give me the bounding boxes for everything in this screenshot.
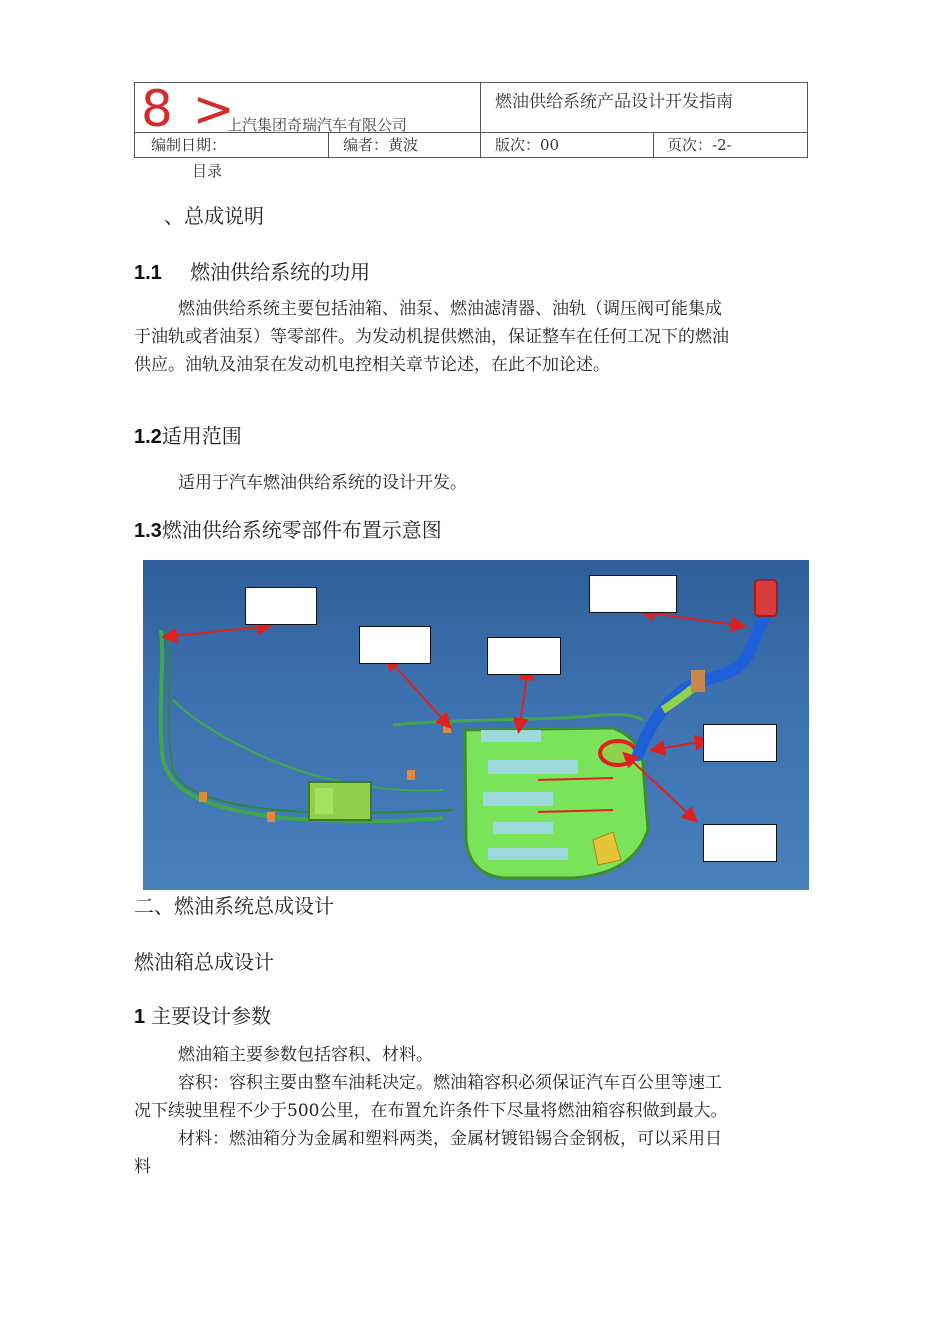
paragraph-line: 供应。油轨及油泵在发动机电控相关章节论述，在此不加论述。 [134,355,610,375]
heading-1-1 [134,256,370,285]
heading-1-3 [134,514,442,543]
divider [480,83,481,132]
heading-text: 燃油供给系统零部件布置示意图 [161,518,442,542]
company-name: 上汽集团奇瑞汽车有限公司 [227,116,408,134]
fuel-pump-flange [600,741,636,765]
header-table [134,82,808,158]
heading-2-1 [134,1000,271,1029]
heading-text: 主要设计参数 [151,1004,272,1028]
leader-arrow [519,676,527,730]
callout-box [589,575,677,613]
heading-text: 适用范围 [161,424,242,448]
heading-number: 1.2 [134,426,162,448]
leader-arrow [393,664,449,726]
divider [653,132,654,158]
callout-box [703,724,777,762]
toc-label: 目录 [192,162,223,180]
leader-arrow [173,626,269,636]
callout-box [245,587,317,625]
leader-arrow [651,613,743,626]
company-logo: 8 > [141,80,237,138]
paragraph-line: 材料：燃油箱分为金属和塑料两类，金属材镀铅锡合金钢板，可以采用日 [178,1129,722,1149]
author-label: 编者：黄波 [343,136,419,154]
heading-text: 燃油供给系统的功用 [190,260,371,284]
paragraph-line: 料 [134,1157,151,1177]
heading-number: 1.3 [134,520,162,542]
section-1-heading: 、总成说明 [164,204,264,228]
version-label: 版次：00 [495,136,560,154]
callout-box [487,637,561,675]
heading-number: 1.1 [134,262,162,284]
paragraph-line: 适用于汽车燃油供给系统的设计开发。 [178,473,467,493]
paragraph-line: 燃油箱主要参数包括容积、材料。 [178,1045,433,1065]
divider [480,132,481,158]
filler-cap [755,580,777,616]
paragraph-line: 容积：容积主要由整车油耗决定。燃油箱容积必须保证汽车百公里等速工 [178,1073,722,1093]
section-2-heading: 二、燃油系统总成设计 [134,894,334,918]
paragraph-line: 于油轨或者油泵）等零部件。为发动机提供燃油，保证整车在任何工况下的燃油 [134,327,729,347]
paragraph-line: 况下续驶里程不少于500公里，在布置允许条件下尽量将燃油箱容积做到最大。 [134,1101,728,1121]
clip [691,670,705,692]
divider [328,132,329,158]
heading-number: 1 [134,1006,146,1028]
leader-arrow [653,742,699,750]
callout-box [359,626,431,664]
page-number-label: 页次：-2- [667,136,732,154]
subsection-heading: 燃油箱总成设计 [134,950,274,974]
fuel-system-layout-diagram [143,560,809,890]
compile-date-label: 编制日期： [151,136,227,154]
heading-1-2 [134,420,242,449]
document-title: 燃油供给系统产品设计开发指南 [495,92,733,112]
paragraph-line: 燃油供给系统主要包括油箱、油泵、燃油滤清器、油轨（调压阀可能集成 [178,299,722,319]
callout-box [703,824,777,862]
